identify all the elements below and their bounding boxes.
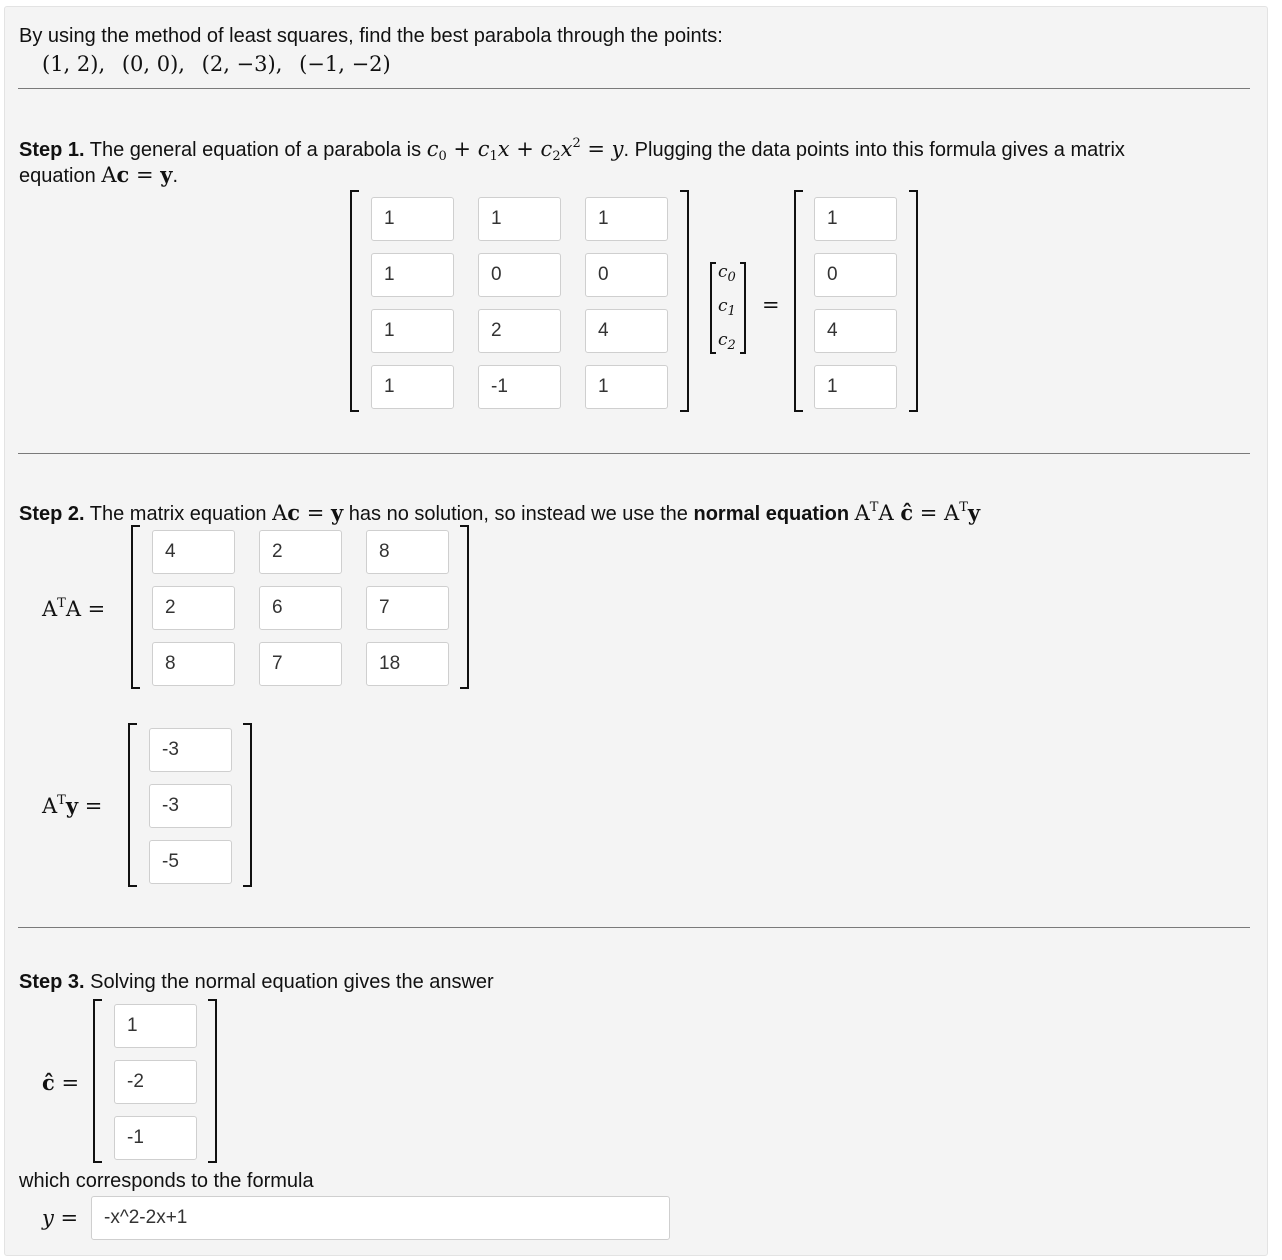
ata-cell-r1c2[interactable] bbox=[259, 530, 342, 574]
ata-cell-r1c3[interactable] bbox=[366, 530, 449, 574]
matrix-a-cell-r3c2[interactable] bbox=[478, 309, 561, 353]
step1-text-c: equation bbox=[19, 165, 96, 187]
ata-cell-r3c2[interactable] bbox=[259, 642, 342, 686]
y-vector-cell-3[interactable] bbox=[814, 309, 897, 353]
c-vector-right-bracket bbox=[740, 262, 746, 354]
c0-symbol: $c_0$ bbox=[718, 262, 736, 285]
chat-cell-2[interactable] bbox=[114, 1060, 197, 1104]
ata-cell-r2c1[interactable] bbox=[152, 586, 235, 630]
step1-text-d: . bbox=[172, 165, 178, 187]
c1-symbol: $c_1$ bbox=[718, 296, 736, 319]
matrix-a-cell-r1c3[interactable] bbox=[585, 197, 668, 241]
matrix-equation: Ac = y bbox=[101, 162, 173, 187]
aty-cell-3[interactable] bbox=[149, 840, 232, 884]
divider bbox=[18, 88, 1250, 89]
normal-equation: $A^TA$ ĉ = $A^Ty$ bbox=[854, 500, 981, 525]
ata-cell-r2c3[interactable] bbox=[366, 586, 449, 630]
aty-left-bracket bbox=[128, 723, 137, 887]
matrix-equation: Ac = y bbox=[272, 500, 344, 525]
step1-text-b: . Plugging the data points into this formula gives a matrix bbox=[623, 139, 1125, 161]
matrix-a-right-bracket bbox=[680, 190, 689, 412]
chat-right-bracket bbox=[208, 999, 217, 1163]
y-vector-cell-1[interactable] bbox=[814, 197, 897, 241]
step2-text-a: The matrix equation bbox=[89, 503, 267, 525]
ata-cell-r3c3[interactable] bbox=[366, 642, 449, 686]
matrix-a-cell-r4c3[interactable] bbox=[585, 365, 668, 409]
step3-text bbox=[19, 970, 494, 994]
step3-text-body: Solving the normal equation gives the answer bbox=[90, 971, 494, 993]
ata-cell-r3c1[interactable] bbox=[152, 642, 235, 686]
step1-text-a: The general equation of a parabola is bbox=[89, 139, 422, 161]
matrix-a-cell-r2c3[interactable] bbox=[585, 253, 668, 297]
aty-cell-1[interactable] bbox=[149, 728, 232, 772]
y-vector-left-bracket bbox=[794, 190, 803, 412]
aty-cell-2[interactable] bbox=[149, 784, 232, 828]
ata-label: $A^TA$ = bbox=[42, 596, 106, 621]
chat-left-bracket bbox=[93, 999, 102, 1163]
matrix-a-left-bracket bbox=[350, 190, 359, 412]
problem-intro: By using the method of least squares, find the best parabola through the points: bbox=[19, 25, 723, 47]
divider bbox=[18, 453, 1250, 454]
point-1: (1, 2), bbox=[42, 52, 106, 76]
formula-input[interactable] bbox=[91, 1196, 670, 1240]
divider bbox=[18, 927, 1250, 928]
matrix-a-cell-r3c1[interactable] bbox=[371, 309, 454, 353]
c2-symbol: $c_2$ bbox=[718, 330, 736, 353]
chat-label: ĉ = bbox=[42, 1070, 80, 1095]
normal-equation-label: normal equation bbox=[693, 503, 850, 525]
aty-right-bracket bbox=[243, 723, 252, 887]
ata-cell-r2c2[interactable] bbox=[259, 586, 342, 630]
y-vector-cell-4[interactable] bbox=[814, 365, 897, 409]
chat-cell-3[interactable] bbox=[114, 1116, 197, 1160]
ata-cell-r1c1[interactable] bbox=[152, 530, 235, 574]
step1-label: Step 1. bbox=[19, 139, 85, 161]
matrix-a-cell-r4c1[interactable] bbox=[371, 365, 454, 409]
step3-label: Step 3. bbox=[19, 971, 85, 993]
ata-left-bracket bbox=[131, 525, 140, 689]
formula-label: y = bbox=[42, 1206, 79, 1230]
matrix-a-cell-r1c2[interactable] bbox=[478, 197, 561, 241]
point-4: (−1, −2) bbox=[299, 52, 391, 76]
matrix-a-cell-r3c3[interactable] bbox=[585, 309, 668, 353]
y-vector-cell-2[interactable] bbox=[814, 253, 897, 297]
parabola-equation: $c_0 + c_1x + c_2x^2 = y$ bbox=[426, 136, 624, 164]
step2-text bbox=[19, 496, 980, 526]
step2-label: Step 2. bbox=[19, 503, 85, 525]
ata-right-bracket bbox=[460, 525, 469, 689]
c-vector-left-bracket bbox=[710, 262, 716, 354]
step1-text-line2 bbox=[19, 163, 178, 188]
step2-text-b: has no solution, so instead we use the bbox=[348, 503, 688, 525]
chat-cell-1[interactable] bbox=[114, 1004, 197, 1048]
equals-sign: = bbox=[762, 293, 780, 317]
formula-text: which corresponds to the formula bbox=[19, 1170, 314, 1192]
point-2: (0, 0), bbox=[121, 52, 185, 76]
points-list bbox=[42, 52, 391, 76]
matrix-a-cell-r4c2[interactable] bbox=[478, 365, 561, 409]
aty-label: $A^Ty$ = bbox=[42, 793, 103, 818]
y-vector-right-bracket bbox=[909, 190, 918, 412]
point-3: (2, −3), bbox=[201, 52, 283, 76]
matrix-a-cell-r1c1[interactable] bbox=[371, 197, 454, 241]
step1-text bbox=[19, 132, 1125, 169]
matrix-a-cell-r2c2[interactable] bbox=[478, 253, 561, 297]
matrix-a-cell-r2c1[interactable] bbox=[371, 253, 454, 297]
